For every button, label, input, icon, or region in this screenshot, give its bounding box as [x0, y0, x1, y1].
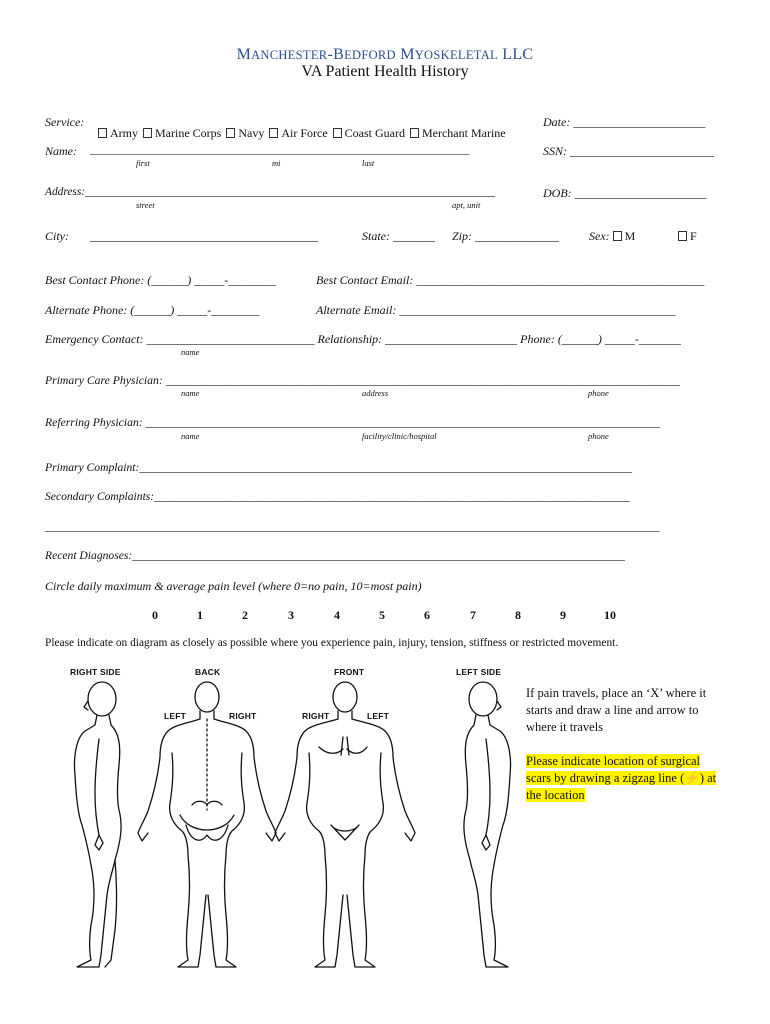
emergency-contact-field[interactable]: Emergency Contact: ____________________________ Relationship: ______________________ Phone: (______) _____-_______: [45, 332, 681, 346]
pain-level-2[interactable]: 2: [242, 608, 248, 622]
service-option-marine-corps[interactable]: Marine Corps: [143, 126, 221, 140]
checkbox-icon[interactable]: [226, 128, 235, 138]
service-option-merchant-marine[interactable]: Merchant Marine: [410, 126, 506, 140]
ref-facility-caption: facility/clinic/hospital: [362, 431, 437, 441]
pcp-name-caption: name: [181, 388, 200, 398]
diagram-instruction: Please indicate on diagram as closely as possible where you experience pain, injury, tension, stiffness or restricted movement.: [45, 637, 619, 649]
referring-physician-field[interactable]: Referring Physician: ________________________________________________________________________________________: [45, 416, 660, 429]
emergency-name-caption: name: [181, 347, 200, 357]
checkbox-icon[interactable]: [678, 231, 687, 241]
checkbox-icon[interactable]: [98, 128, 107, 138]
checkbox-icon[interactable]: [333, 128, 342, 138]
pcp-phone-caption: phone: [588, 388, 609, 398]
service-option-coast-guard[interactable]: Coast Guard: [333, 126, 405, 140]
scars-note-highlight: Please indicate location of surgical scars by drawing a zigzag line (⚡) at the location: [526, 754, 717, 802]
name-mi-caption: mi: [272, 158, 281, 168]
label-back: BACK: [195, 667, 221, 677]
secondary-complaints-extra-line[interactable]: __________________________________________________________________________________________________________: [45, 520, 660, 533]
travel-note: If pain travels, place an ‘X’ where it starts and draw a line and arrow to where it travels: [526, 686, 707, 734]
scars-note: [526, 753, 726, 804]
address-street-caption: street: [136, 200, 155, 210]
address-field[interactable]: Address:________________________________________________________________________: [45, 186, 496, 198]
ref-phone-caption: phone: [588, 431, 609, 441]
alternate-email-field[interactable]: Alternate Email: ______________________________________________: [316, 303, 676, 317]
left-side-figure[interactable]: [435, 675, 530, 975]
pain-level-1[interactable]: 1: [197, 608, 203, 622]
best-email-field[interactable]: Best Contact Email: ________________________________________________: [316, 273, 705, 287]
pain-level-5[interactable]: 5: [379, 608, 385, 622]
name-first-caption: first: [136, 158, 150, 168]
label-back-left: LEFT: [164, 711, 187, 721]
checkbox-icon[interactable]: [613, 231, 622, 241]
pain-level-9[interactable]: 9: [560, 608, 566, 622]
sex-f-option[interactable]: F: [678, 230, 697, 242]
primary-care-physician-field[interactable]: Primary Care Physician: ________________________________________________________________________________________: [45, 374, 680, 387]
label-front-left: LEFT: [367, 711, 390, 721]
best-phone-field[interactable]: Best Contact Phone: (______) _____-________: [45, 273, 277, 287]
label-left-side: LEFT SIDE: [456, 667, 502, 677]
service-label: Service:: [45, 115, 85, 129]
date-field[interactable]: Date: ______________________: [543, 115, 706, 129]
checkbox-icon[interactable]: [269, 128, 278, 138]
address-apt-caption: apt, unit: [452, 200, 481, 210]
pain-level-4[interactable]: 4: [334, 608, 340, 622]
front-figure[interactable]: [265, 675, 425, 975]
back-figure[interactable]: [130, 675, 285, 975]
name-label: Name:: [45, 144, 77, 158]
city-field[interactable]: ______________________________________: [90, 229, 318, 243]
pain-level-0[interactable]: 0: [152, 608, 158, 622]
name-last-caption: last: [362, 158, 375, 168]
pain-instruction: Circle daily maximum & average pain level (where 0=no pain, 10=most pain): [45, 579, 422, 593]
name-field[interactable]: _____________________________________________________________________: [90, 144, 470, 156]
checkbox-icon[interactable]: [143, 128, 152, 138]
label-right-side: RIGHT SIDE: [70, 667, 121, 677]
state-field[interactable]: State: _______: [362, 229, 435, 243]
sex-field: Sex: M: [589, 229, 636, 243]
service-option-navy[interactable]: Navy: [226, 126, 264, 140]
form-title: VA Patient Health History: [301, 63, 469, 80]
secondary-complaints-field[interactable]: Secondary Complaints:__________________________________________________________________________________: [45, 490, 630, 503]
service-option-army[interactable]: Army: [98, 126, 138, 140]
label-back-right: RIGHT: [229, 711, 257, 721]
checkbox-icon[interactable]: [410, 128, 419, 138]
alternate-phone-field[interactable]: Alternate Phone: (______) _____-________: [45, 303, 260, 317]
pain-level-8[interactable]: 8: [515, 608, 521, 622]
recent-diagnoses-field[interactable]: Recent Diagnoses:_____________________________________________________________________________________: [45, 549, 625, 562]
pcp-address-caption: address: [362, 388, 389, 398]
pain-level-7[interactable]: 7: [470, 608, 476, 622]
label-front-right: RIGHT: [302, 711, 330, 721]
city-label: City:: [45, 229, 69, 243]
ref-name-caption: name: [181, 431, 200, 441]
dob-field[interactable]: DOB: ______________________: [543, 186, 707, 200]
service-option-air-force[interactable]: Air Force: [269, 126, 327, 140]
label-front: FRONT: [334, 667, 365, 677]
pain-level-6[interactable]: 6: [424, 608, 430, 622]
ssn-field[interactable]: SSN: ________________________: [543, 144, 714, 158]
zip-field[interactable]: Zip: ______________: [452, 229, 560, 243]
primary-complaint-field[interactable]: Primary Complaint:_____________________________________________________________________________________: [45, 461, 633, 474]
pain-level-10[interactable]: 10: [604, 608, 616, 622]
service-options: [92, 115, 511, 139]
company-name: MANCHESTER-BEDFORD MYOSKELETAL LLC: [236, 46, 534, 63]
pain-level-3[interactable]: 3: [288, 608, 294, 622]
